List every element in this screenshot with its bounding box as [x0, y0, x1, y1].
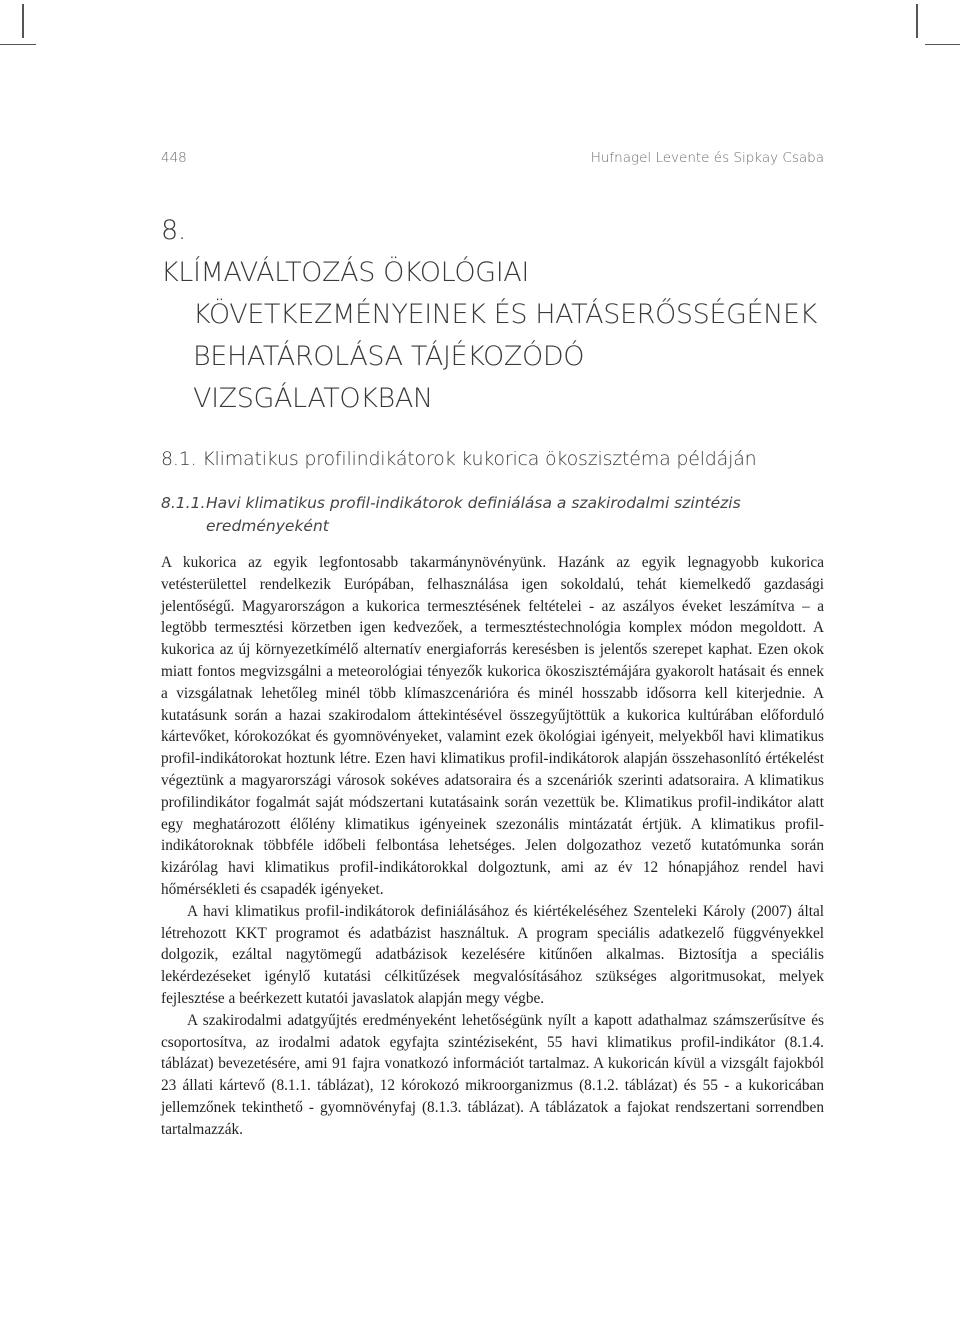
page-number: 448 [161, 150, 187, 166]
paragraph-3: A szakirodalmi adatgyűjtés eredményeként lehetőségünk nyílt a kapott adathalmaz számszerűsítve és csoportosítva, az irodalmi adatok egyfajta szintéziseként, 55 havi klimatikus profil-indikátor (8.1.4. táblázat) bevezetésére, ami 91 fajra vonatkozó információt tartalmaz. A kukoricán kívül a vizsgált fajokból 23 állati kártevő (8.1.1. táblázat), 12 kórokozó mikroorganizmus (8.1.2. táblázat) és 55 - a kukoricában jellemzőnek tekinthető - gyomnövényfaj (8.1.3. táblázat). A táblázatok a fajokat rendszertani sorrendben tartalmazzák. [161, 1011, 824, 1138]
chapter-title-line-2: KÖVETKEZMÉNYEINEK ÉS HATÁSERŐSSÉGÉNEK [193, 299, 817, 330]
paragraph-2: A havi klimatikus profil-indikátorok definiálásához és kiértékeléséhez Szenteleki Károly (2007) által létrehozott KKT programot és adatbázist használtuk. A program speciális adatkezelő függvényekkel dolgozik, ezáltal nagytömegű adatbázisok kezelésére kitűnően alkalmas. Biztosítja a speciális lekérdezéseket igénylő kutatási célkitűzések megvalósításához szükséges algoritmusokat, melyek fejlesztése a beérkezett kutatói javaslatok alapján megy végbe. [161, 902, 824, 1007]
subsection-title [161, 492, 824, 538]
chapter-title-line-1: KLÍMAVÁLTOZÁS ÖKOLÓGIAI [161, 257, 529, 288]
subsection-number: 8.1.1. [161, 494, 206, 512]
crop-mark-top-left [22, 4, 24, 38]
chapter-title-line-3: BEHATÁROLÁSA TÁJÉKOZÓDÓ VIZSGÁLATOKBAN [193, 341, 585, 414]
page-content [161, 150, 824, 1141]
section-title: 8.1. Klimatikus profilindikátorok kukorica ökoszisztéma példáján [161, 448, 757, 470]
paragraph-1: A kukorica az egyik legfontosabb takarmánynövényünk. Hazánk az egyik legnagyobb kukorica vetésterülettel rendelkezik Európában, felhasználása igen sokoldalú, tehát kiemelkedő gazdasági jelentőségű. Magyarországon a kukorica termesztésének feltételei - az aszályos éveket leszámítva – a legtöbb termesztési körzetben igen kedvezőek, a termesztéstechnológia komplex módon megoldott. A kukorica az új környezetkímélő alternatív energiaforrás keresésben is jelentős szerepet kaphat. Ezen okok miatt fontos megvizsgálni a meteorológiai tényezők kukorica ökoszisztémájára gyakorolt hatásait és ennek a vizsgálatnak lehetőleg minél több klímaszcenárióra és minél hosszabb idősorra kell kiterjednie. A kutatásunk során a hazai szakirodalom áttekintésével összegyűjtöttük a kukorica kultúrában előforduló kártevőket, kórokozókat és gyomnövényeket, valamint ezek ökológiai igényeit, melyekből havi klimatikus profil-indikátorokat hoztunk létre. Ezen havi klimatikus profil-indikátorok alapján összehasonlító értékelést végeztünk a magyarországi városok sokéves adatsoraira és a szcenáriók szerinti adatsoraira. A klimatikus profilindikátor fogalmát saját módszertani kutatásaink során vezettük be. Klimatikus profil-indikátor alatt egy meghatározott élőlény klimatikus igényeinek szezonális mintázatát értjük. A klimatikus profil-indikátoroknak többféle időbeli felbontása lehetséges. Jelen dolgozathoz vezető kutatómunka során kizárólag havi klimatikus profil-indikátorokkal dolgoztunk, ami az év 12 hónapjához rendel havi hőmérsékleti és csapadék igényeket. [161, 554, 824, 898]
running-head-authors: Hufnagel Levente és Sipkay Csaba [590, 150, 824, 166]
chapter-number: 8. [161, 215, 186, 246]
running-head [161, 150, 824, 166]
body-text [161, 552, 824, 1141]
subsection-title-text: Havi klimatikus profil-indikátorok definiálása a szakirodalmi szintézis eredményeként [206, 494, 741, 535]
crop-mark-top-left-horizontal [0, 44, 36, 45]
crop-mark-top-right [916, 4, 918, 38]
chapter-title [161, 210, 824, 420]
crop-mark-top-right-horizontal [925, 44, 960, 45]
